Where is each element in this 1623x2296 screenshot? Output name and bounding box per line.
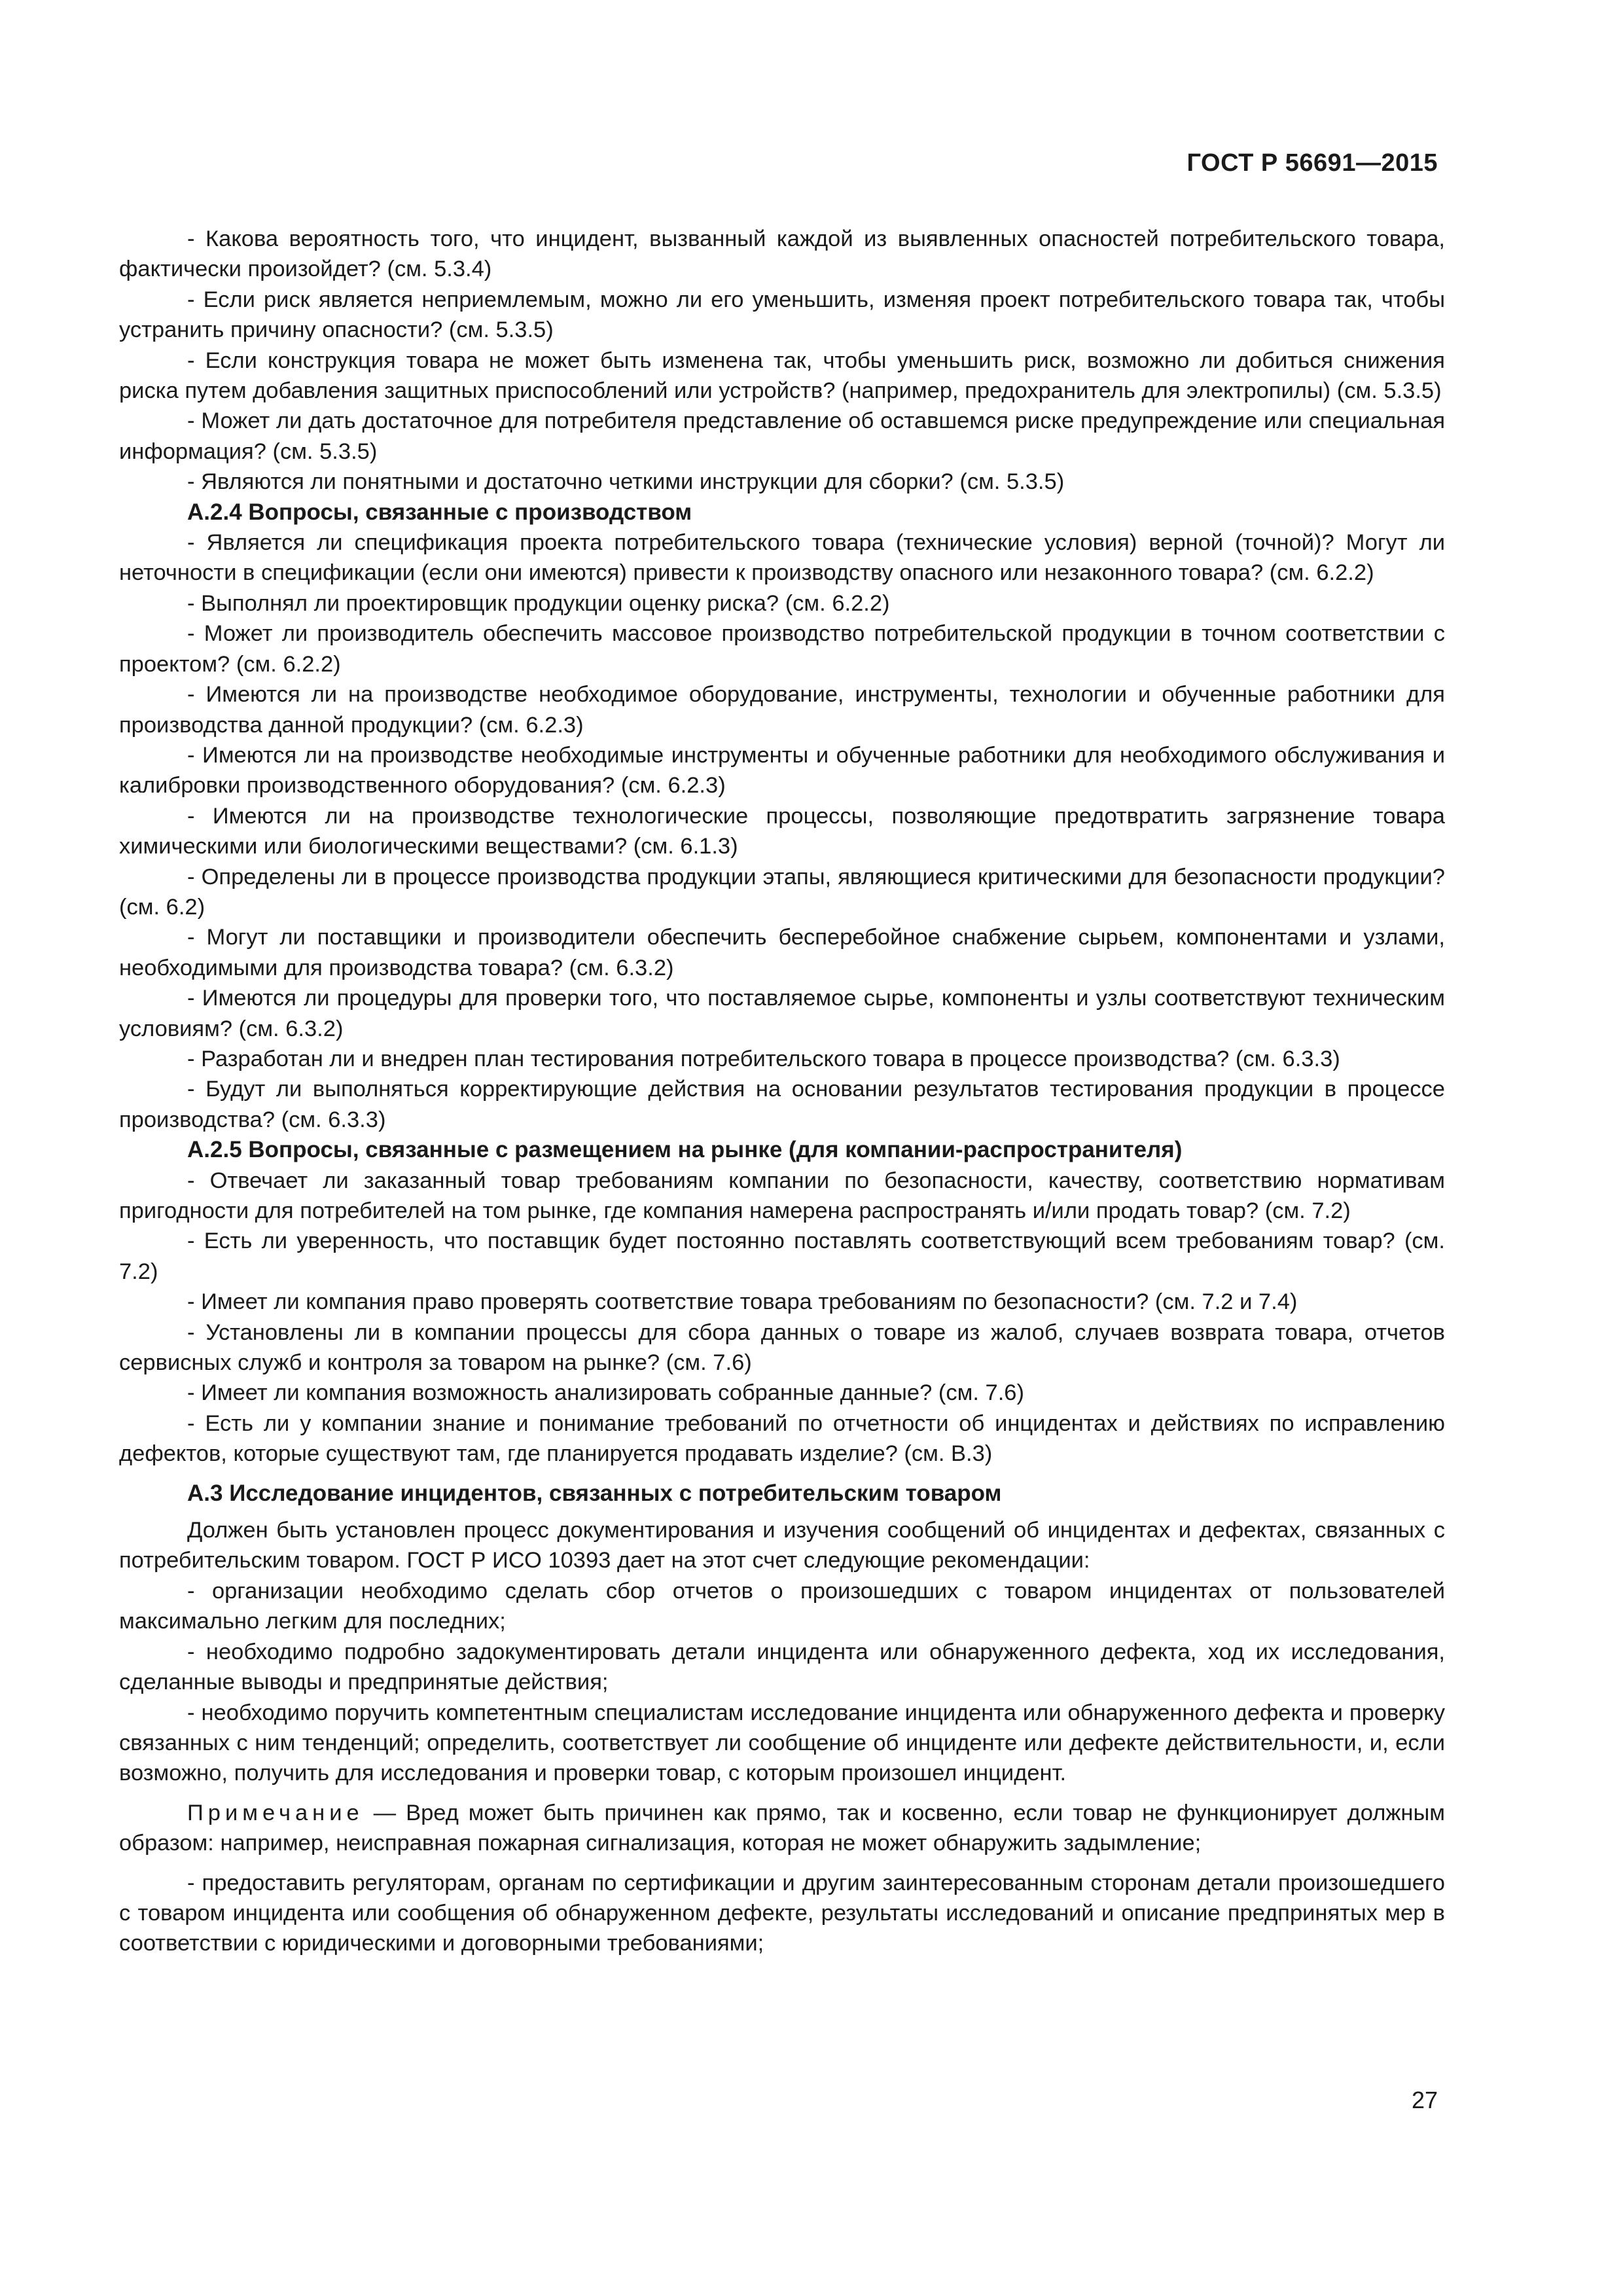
paragraph: - Есть ли уверенность, что поставщик будет постоянно поставлять соответствующий всем требованиям товар? (см. 7.2) bbox=[119, 1229, 1445, 1284]
paragraph: - Будут ли выполняться корректирующие действия на основании результатов тестирования продукции в процессе производства? (см. 6.3.3) bbox=[119, 1077, 1445, 1132]
paragraph: - Отвечает ли заказанный товар требованиям компании по безопасности, качеству, соответствию нормативам пригодности для потребителей на том рынке, где компания намерена распространять и/или продать товар? (см. 7.2) bbox=[119, 1168, 1445, 1223]
page-number: 27 bbox=[1411, 2087, 1438, 2113]
paragraph: - Является ли спецификация проекта потребительского товара (технические условия) верной (точной)? Могут ли неточности в спецификации (если они имеются) привести к производству опасного или незаконного товара? (см. 6.2.2) bbox=[119, 530, 1445, 586]
paragraph: - Есть ли у компании знание и понимание требований по отчетности об инцидентах и действиях по исправлению дефектов, которые существуют там, где планируется продавать изделие? (см. В.3) bbox=[119, 1410, 1445, 1467]
note-paragraph bbox=[119, 1798, 1445, 1859]
paragraph: - Имеет ли компания право проверять соответствие товара требованиям по безопасности? (см. 7.2 и 7.4) bbox=[187, 1289, 1298, 1315]
paragraph: - Имеются ли процедуры для проверки того, что поставляемое сырье, компоненты и узлы соответствуют техническим условиям? (см. 6.3.2) bbox=[119, 986, 1445, 1041]
paragraph: - необходимо подробно задокументировать детали инцидента или обнаруженного дефекта, ход их исследования, сделанные выводы и предпринятые действия; bbox=[119, 1639, 1445, 1695]
paragraph: - Имеются ли на производстве необходимое оборудование, инструменты, технологии и обученные работники для производства данной продукции? (см. 6.2.3) bbox=[119, 682, 1445, 738]
section-heading-a25: А.2.5 Вопросы, связанные с размещением на рынке (для компании-распространителя) bbox=[187, 1137, 1183, 1163]
paragraph: - Могут ли поставщики и производители обеспечить бесперебойное снабжение сырьем, компонентами и узлами, необходимыми для производства товара? (см. 6.3.2) bbox=[119, 925, 1445, 980]
paragraph: - Если конструкция товара не может быть изменена так, чтобы уменьшить риск, возможно ли добиться снижения риска путем добавления защитных приспособлений или устройств? (например, предохранитель для электропилы) (см. 5.3.5) bbox=[119, 348, 1445, 404]
paragraph: - Имеются ли на производстве необходимые инструменты и обученные работники для необходимого обслуживания и калибровки производственного оборудования? (см. 6.2.3) bbox=[119, 742, 1445, 798]
note-label: Примечание bbox=[187, 1800, 364, 1825]
document-code-header: ГОСТ Р 56691—2015 bbox=[1186, 149, 1438, 177]
section-heading-a3: А.3 Исследование инцидентов, связанных с потребительским товаром bbox=[187, 1480, 1002, 1506]
paragraph: - Если риск является неприемлемым, можно ли его уменьшить, изменяя проект потребительского товара так, чтобы устранить причину опасности? (см. 5.3.5) bbox=[119, 287, 1445, 343]
paragraph: - предоставить регуляторам, органам по сертификации и другим заинтересованным сторонам детали произошедшего с товаром инцидента или сообщения об обнаруженном дефекте, результаты исследований и описание предпринятых мер в соответствии с юридическими и договорными требованиями; bbox=[119, 1870, 1445, 1956]
paragraph: - Может ли дать достаточное для потребителя представление об оставшемся риске предупреждение или специальная информация? (см. 5.3.5) bbox=[119, 408, 1445, 464]
paragraph: - Имеет ли компания возможность анализировать собранные данные? (см. 7.6) bbox=[187, 1380, 1024, 1406]
paragraph: - Являются ли понятными и достаточно четкими инструкции для сборки? (см. 5.3.5) bbox=[187, 469, 1065, 495]
document-body bbox=[119, 224, 1445, 1959]
paragraph: - Разработан ли и внедрен план тестирования потребительского товара в процессе производства? (см. 6.3.3) bbox=[187, 1046, 1340, 1071]
paragraph: Должен быть установлен процесс документирования и изучения сообщений об инцидентах и дефектах, связанных с потребительским товаром. ГОСТ Р ИСО 10393 дает на этот счет следующие рекомендации: bbox=[119, 1518, 1445, 1573]
note-text: — Вред может быть причинен как прямо, так и косвенно, если товар не функционирует должным образом: например, неисправная пожарная сигнализация, которая не может обнаружить задымление; bbox=[119, 1800, 1445, 1856]
paragraph: - Определены ли в процессе производства продукции этапы, являющиеся критическими для безопасности продукции? (см. 6.2) bbox=[119, 864, 1445, 920]
paragraph: - Имеются ли на производстве технологические процессы, позволяющие предотвратить загрязнение товара химическими или биологическими веществами? (см. 6.1.3) bbox=[119, 803, 1445, 859]
paragraph: - Выполнял ли проектировщик продукции оценку риска? (см. 6.2.2) bbox=[187, 590, 890, 616]
section-heading-a24: А.2.4 Вопросы, связанные с производством bbox=[187, 499, 692, 525]
paragraph: - Установлены ли в компании процессы для сбора данных о товаре из жалоб, случаев возврата товара, отчетов сервисных служб и контроля за товаром на рынке? (см. 7.6) bbox=[119, 1319, 1445, 1376]
paragraph: - Может ли производитель обеспечить массовое производство потребительской продукции в точном соответствии с проектом? (см. 6.2.2) bbox=[119, 621, 1445, 677]
paragraph: - Какова вероятность того, что инцидент, вызванный каждой из выявленных опасностей потребительского товара, фактически произойдет? (см. 5.3.4) bbox=[119, 226, 1445, 282]
paragraph: - необходимо поручить компетентным специалистам исследование инцидента или обнаруженного дефекта и проверку связанных с ним тенденций; определить, соответствует ли сообщение об инциденте или дефекте действительности, и, если возможно, получить для исследования и проверки товар, с которым произошел инцидент. bbox=[119, 1700, 1445, 1786]
paragraph: - организации необходимо сделать сбор отчетов о произошедших с товаром инцидентах от пользователей максимально легким для последних; bbox=[119, 1578, 1445, 1634]
